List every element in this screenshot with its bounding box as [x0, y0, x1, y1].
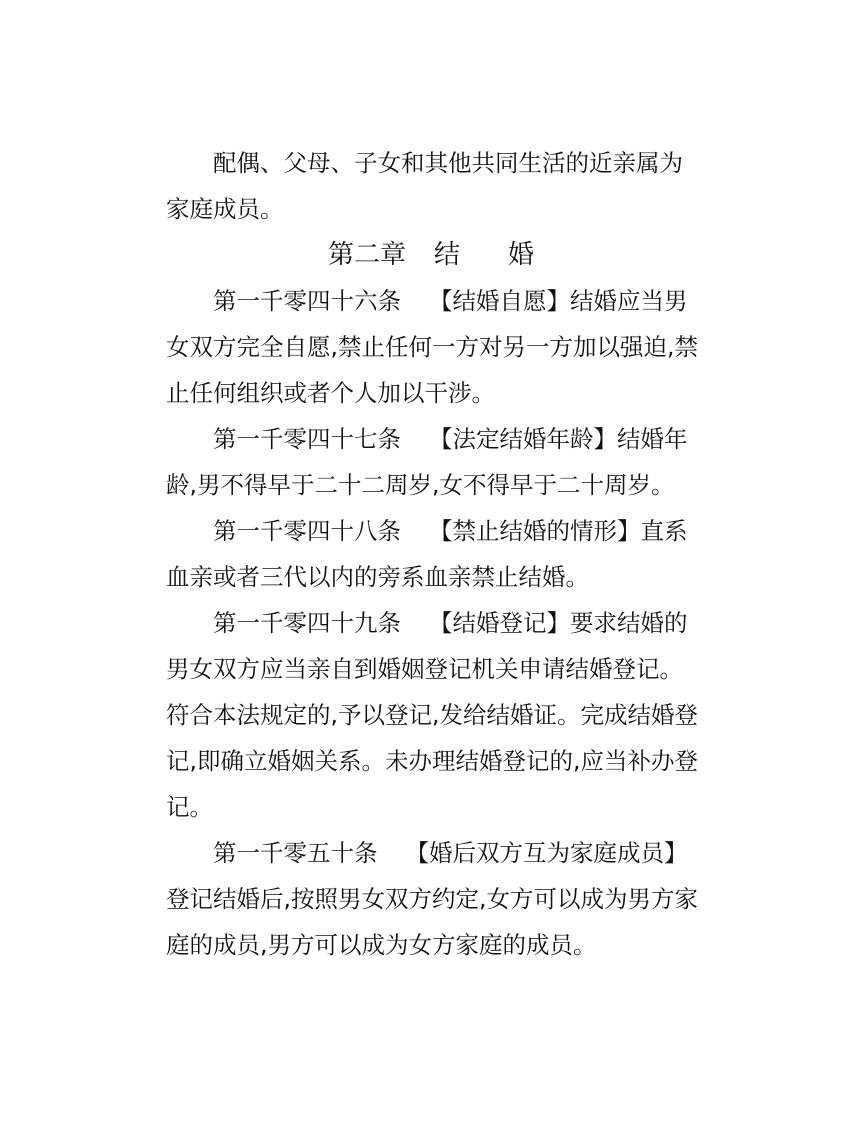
paragraph-text: 家庭成员。	[166, 195, 284, 223]
paragraph-text: 配偶、父母、子女和其他共同生活的近亲属为	[213, 149, 683, 177]
article-1049-line	[166, 692, 698, 738]
article-title: 【结婚自愿】	[429, 287, 570, 315]
article-text: 记,即确立婚姻关系。未办理结婚登记的,应当补办登	[166, 747, 698, 775]
article-text: 止任何组织或者个人加以干涉。	[166, 379, 495, 407]
article-text: 结婚年	[617, 425, 688, 453]
article-1050-line	[166, 876, 698, 922]
article-text: 结婚应当男	[570, 287, 688, 315]
article-number: 第一千零四十七条	[213, 425, 401, 453]
article-1046-line	[166, 370, 694, 416]
chapter-title-char: 婚	[508, 240, 535, 270]
article-text: 记。	[166, 793, 213, 821]
article-title: 【禁止结婚的情形】	[429, 517, 641, 545]
article-1049-line	[166, 646, 694, 692]
article-text: 男女双方应当亲自到婚姻登记机关申请结婚登记。	[166, 655, 683, 683]
article-title: 【结婚登记】	[429, 609, 570, 637]
paragraph-line	[166, 186, 694, 232]
article-title: 【法定结婚年龄】	[429, 425, 617, 453]
article-1046-line	[166, 324, 698, 370]
chapter-title-char: 结	[433, 240, 460, 270]
article-text: 血亲或者三代以内的旁系血亲禁止结婚。	[166, 563, 589, 591]
article-1050-line	[166, 830, 694, 876]
article-number: 第一千零五十条	[213, 839, 378, 867]
article-1048-line	[166, 554, 694, 600]
article-text: 庭的成员,男方可以成为女方家庭的成员。	[166, 931, 597, 959]
article-1049-line	[166, 738, 698, 784]
article-text: 符合本法规定的,予以登记,发给结婚证。完成结婚登	[166, 701, 698, 729]
article-number: 第一千零四十六条	[213, 287, 401, 315]
article-1048-line	[166, 508, 694, 554]
document-body	[166, 140, 698, 968]
article-1046-line	[166, 278, 694, 324]
article-1049-line	[166, 784, 694, 830]
article-number: 第一千零四十八条	[213, 517, 401, 545]
article-number: 第一千零四十九条	[213, 609, 401, 637]
article-1047-line	[166, 416, 694, 462]
paragraph-line	[166, 140, 694, 186]
article-text: 龄,男不得早于二十二周岁,女不得早于二十周岁。	[166, 471, 675, 499]
article-text: 登记结婚后,按照男女双方约定,女方可以成为男方家	[166, 885, 698, 913]
article-text: 直系	[640, 517, 688, 545]
article-1047-line	[166, 462, 694, 508]
article-title: 【婚后双方互为家庭成员】	[405, 839, 688, 867]
chapter-heading	[166, 232, 694, 278]
article-1050-line	[166, 922, 694, 968]
article-text: 女双方完全自愿,禁止任何一方对另一方加以强迫,禁	[166, 333, 698, 361]
article-1049-line	[166, 600, 694, 646]
chapter-number: 第二章	[327, 240, 406, 270]
article-text: 要求结婚的	[570, 609, 688, 637]
